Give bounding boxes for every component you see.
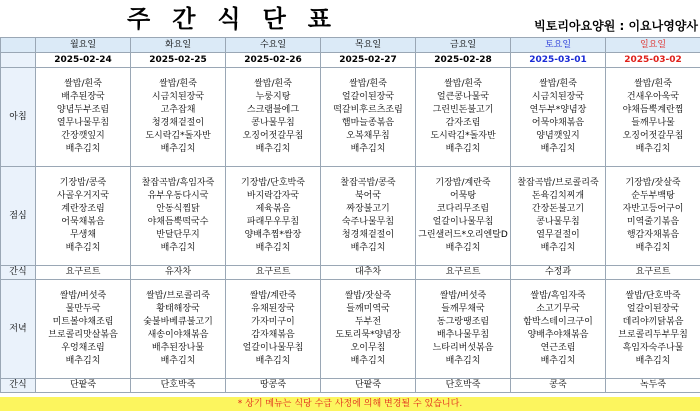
menu-item: 도시락김*돌자반	[145, 131, 211, 141]
menu-item: 야채듬뿍떡국수	[147, 217, 209, 227]
day-header: 화요일	[131, 38, 226, 53]
menu-item: 유채된장국	[251, 304, 295, 314]
menu-item: 열무겉절이	[536, 230, 580, 240]
menu-item: 쌀밥/버섯죽	[59, 291, 107, 301]
menu-item: 동그랑땡조림	[436, 317, 490, 327]
menu-item: 시금치된장국	[151, 92, 205, 102]
menu-item: 함박스테이크구이	[523, 317, 593, 327]
menu-item: 배추김치	[160, 144, 196, 154]
menu-item: 간장돈불고기	[531, 204, 585, 214]
menu-cell	[511, 167, 606, 266]
menu-item: 누룽지탕	[255, 92, 291, 102]
menu-item: 사골우거지국	[56, 191, 110, 201]
snack-cell: 수정과	[511, 266, 606, 280]
menu-cell	[226, 167, 321, 266]
menu-item: 들깨무채국	[441, 304, 485, 314]
menu-item: 배추김치	[540, 144, 576, 154]
menu-item: 배추된장나물	[151, 343, 205, 353]
menu-item: 기장밥/잣살죽	[625, 178, 681, 188]
menu-item: 쌀밥/버섯죽	[439, 291, 487, 301]
menu-item: 흑임자숙주나물	[622, 343, 684, 353]
menu-item: 감자조림	[445, 118, 481, 128]
date-header: 2025-02-27	[321, 53, 416, 68]
facility-label: 빅토리아요양원 : 이요나영양사	[534, 19, 698, 33]
menu-item: 양념깻잎지	[536, 131, 580, 141]
menu-item: 얼갈이된장국	[626, 304, 680, 314]
menu-item: 도토리묵*양념장	[335, 330, 401, 340]
day-header: 토요일	[511, 38, 606, 53]
menu-item: 쌀밥/흰죽	[634, 79, 672, 89]
menu-item: 제육볶음	[255, 204, 291, 214]
day-header: 일요일	[606, 38, 700, 53]
menu-item: 계란장조림	[61, 204, 105, 214]
snack-cell: 단팥죽	[321, 379, 416, 393]
menu-item: 배추김치	[635, 356, 671, 366]
menu-item: 쌀밥/흑임자죽	[530, 291, 586, 301]
menu-item: 반달단무지	[156, 230, 200, 240]
menu-item: 숙주나물무침	[341, 217, 395, 227]
page-title: 주간식단표	[127, 5, 353, 33]
menu-item: 배추김치	[255, 356, 291, 366]
menu-cell	[606, 280, 700, 379]
menu-item: 새송이야채볶음	[147, 330, 209, 340]
menu-item: 스크램블에그	[246, 105, 300, 115]
menu-cell	[511, 280, 606, 379]
menu-item: 콩나물무침	[536, 217, 580, 227]
menu-item: 북어국	[354, 191, 382, 201]
menu-item: 오징어젓갈무침	[622, 131, 684, 141]
meal-label: 간식	[1, 379, 36, 393]
menu-item: 숯불바베큐불고기	[143, 317, 213, 327]
menu-item: 데리야끼닭볶음	[622, 317, 684, 327]
menu-cell	[226, 280, 321, 379]
menu-cell	[36, 167, 131, 266]
menu-item: 유부우동다시국	[147, 191, 209, 201]
menu-item: 배추김치	[635, 144, 671, 154]
menu-item: 햄마늘종볶음	[341, 118, 395, 128]
snack-cell: 녹두죽	[606, 379, 700, 393]
menu-item: 기장밥/콩죽	[59, 178, 107, 188]
menu-item: 바지락감자국	[246, 191, 300, 201]
menu-cell	[321, 280, 416, 379]
menu-item: 도시락김*돌자반	[430, 131, 496, 141]
meal-label: 간식	[1, 266, 36, 280]
menu-item: 배추김치	[65, 144, 101, 154]
menu-cell	[131, 280, 226, 379]
date-header: 2025-02-25	[131, 53, 226, 68]
menu-item: 들깨무나물	[631, 118, 675, 128]
menu-item: 기장밥/단호박죽	[241, 178, 305, 188]
menu-item: 배추김치	[350, 144, 386, 154]
menu-item: 쌀밥/흰죽	[444, 79, 482, 89]
menu-cell	[416, 280, 511, 379]
menu-cell	[606, 68, 700, 167]
menu-cell	[131, 167, 226, 266]
menu-item: 어묵탕	[449, 191, 477, 201]
menu-item: 청경채겉절이	[151, 118, 205, 128]
date-header: 2025-02-28	[416, 53, 511, 68]
menu-item: 순두부백탕	[631, 191, 675, 201]
snack-cell: 단팥죽	[36, 379, 131, 393]
menu-item: 황태해장국	[156, 304, 200, 314]
menu-item: 배추김치	[350, 356, 386, 366]
date-header: 2025-03-02	[606, 53, 700, 68]
menu-item: 쌀밥/흰죽	[159, 79, 197, 89]
menu-item: 연두부*양념장	[529, 105, 587, 115]
meal-label: 저녁	[1, 280, 36, 379]
menu-item: 배추김치	[255, 144, 291, 154]
menu-item: 떡갈비후르츠조림	[333, 105, 403, 115]
snack-cell: 요구르트	[226, 266, 321, 280]
menu-item: 쌀밥/흰죽	[64, 79, 102, 89]
menu-item: 찰잡곡밥/흑임자죽	[141, 178, 215, 188]
menu-item: 건새우아욱국	[626, 92, 680, 102]
meal-label: 아침	[1, 68, 36, 167]
menu-item: 쌀밥/흰죽	[539, 79, 577, 89]
menu-item: 어묵채볶음	[61, 217, 105, 227]
notice-banner: * 상기 메뉴는 식당 수급 사정에 의해 변경될 수 있습니다.	[0, 397, 700, 411]
menu-item: 배추김치	[445, 243, 481, 253]
menu-item: 야채듬뿍계란찜	[622, 105, 684, 115]
menu-item: 브로콜리맛살볶음	[48, 330, 118, 340]
menu-item: 소고기무국	[536, 304, 580, 314]
menu-cell	[226, 68, 321, 167]
menu-item: 배추김치	[65, 356, 101, 366]
menu-item: 쌀밥/흰죽	[349, 79, 387, 89]
menu-item: 감자채볶음	[251, 330, 295, 340]
menu-item: 미역줄기볶음	[626, 217, 680, 227]
corner-cell	[1, 53, 36, 68]
menu-item: 배추김치	[635, 243, 671, 253]
snack-cell: 단호박죽	[416, 379, 511, 393]
menu-item: 두부전	[354, 317, 382, 327]
day-header: 금요일	[416, 38, 511, 53]
menu-item: 고추잡채	[160, 105, 196, 115]
menu-item: 배추김치	[445, 356, 481, 366]
menu-item: 파래무우무침	[246, 217, 300, 227]
menu-item: 느타리버섯볶음	[432, 343, 494, 353]
menu-item: 미트볼야채조림	[52, 317, 114, 327]
menu-item: 시금치된장국	[531, 92, 585, 102]
date-header: 2025-03-01	[511, 53, 606, 68]
menu-cell	[321, 167, 416, 266]
menu-item: 배추김치	[160, 356, 196, 366]
menu-cell	[321, 68, 416, 167]
menu-item: 연근조림	[540, 343, 576, 353]
menu-item: 짜장불고기	[346, 204, 390, 214]
snack-cell: 단호박죽	[131, 379, 226, 393]
menu-cell	[511, 68, 606, 167]
menu-item: 오이무침	[350, 343, 386, 353]
snack-cell: 땅콩죽	[226, 379, 321, 393]
menu-item: 배추김치	[255, 243, 291, 253]
menu-cell	[131, 68, 226, 167]
meal-label: 점심	[1, 167, 36, 266]
menu-item: 배추된장국	[61, 92, 105, 102]
menu-cell	[416, 68, 511, 167]
menu-item: 얼갈이나물무침	[242, 343, 304, 353]
menu-item: 얼갈이나물무침	[432, 217, 494, 227]
menu-cell	[36, 280, 131, 379]
menu-item: 오징어젓갈무침	[242, 131, 304, 141]
menu-item: 어묵야채볶음	[531, 118, 585, 128]
menu-item: 청경채겉절이	[341, 230, 395, 240]
menu-item: 오복채무침	[346, 131, 390, 141]
menu-item: 쌀밥/흰죽	[254, 79, 292, 89]
menu-item: 배추김치	[445, 144, 481, 154]
menu-item: 콩나물무침	[251, 118, 295, 128]
day-header: 수요일	[226, 38, 321, 53]
menu-item: 찰잡곡밥/브로콜리죽	[517, 178, 599, 188]
menu-item: 배추김치	[350, 243, 386, 253]
menu-item: 그린빈돈불고기	[432, 105, 494, 115]
menu-cell	[416, 167, 511, 266]
menu-cell	[36, 68, 131, 167]
menu-item: 쌀밥/브로콜리죽	[146, 291, 210, 301]
snack-cell: 대추차	[321, 266, 416, 280]
menu-item: 쌀밥/계란죽	[249, 291, 297, 301]
menu-item: 가자미구이	[251, 317, 295, 327]
menu-item: 얼큰콩나물국	[436, 92, 490, 102]
menu-item: 우엉채조림	[61, 343, 105, 353]
date-header: 2025-02-24	[36, 53, 131, 68]
menu-item: 브로콜리두부무침	[618, 330, 688, 340]
menu-item: 배추김치	[540, 243, 576, 253]
day-header: 목요일	[321, 38, 416, 53]
snack-cell: 요구르트	[416, 266, 511, 280]
menu-item: 물만두국	[65, 304, 101, 314]
menu-item: 양배추야채볶음	[527, 330, 589, 340]
snack-cell: 유자차	[131, 266, 226, 280]
menu-item: 기장밥/계란죽	[435, 178, 491, 188]
menu-item: 안동식찜닭	[156, 204, 200, 214]
menu-item: 배추김치	[65, 243, 101, 253]
menu-item: 코다리무조림	[436, 204, 490, 214]
menu-item: 열무나물무침	[56, 118, 110, 128]
menu-item: 찰잡곡밥/콩죽	[340, 178, 396, 188]
menu-item: 자반고등어구이	[622, 204, 684, 214]
menu-item: 쌀밥/잣살죽	[344, 291, 392, 301]
snack-cell: 요구르트	[36, 266, 131, 280]
menu-item: 배추나물무침	[436, 330, 490, 340]
menu-table	[0, 37, 700, 393]
menu-item: 양념두부조림	[56, 105, 110, 115]
menu-item: 그린샐러드*오리엔탈D	[418, 230, 508, 240]
corner-cell	[1, 38, 36, 53]
menu-item: 행감자채볶음	[626, 230, 680, 240]
menu-item: 쌀밥/단호박죽	[625, 291, 681, 301]
date-header: 2025-02-26	[226, 53, 321, 68]
menu-item: 무생채	[69, 230, 97, 240]
menu-item: 양배추찜*쌈장	[244, 230, 302, 240]
menu-item: 배추김치	[160, 243, 196, 253]
menu-item: 간장깻잎지	[61, 131, 105, 141]
snack-cell: 요구르트	[606, 266, 700, 280]
menu-item: 얼갈이된장국	[341, 92, 395, 102]
menu-cell	[606, 167, 700, 266]
menu-item: 배추김치	[540, 356, 576, 366]
day-header: 월요일	[36, 38, 131, 53]
menu-item: 돈육김치찌개	[531, 191, 585, 201]
menu-item: 들깨미역국	[346, 304, 390, 314]
snack-cell: 콩죽	[511, 379, 606, 393]
